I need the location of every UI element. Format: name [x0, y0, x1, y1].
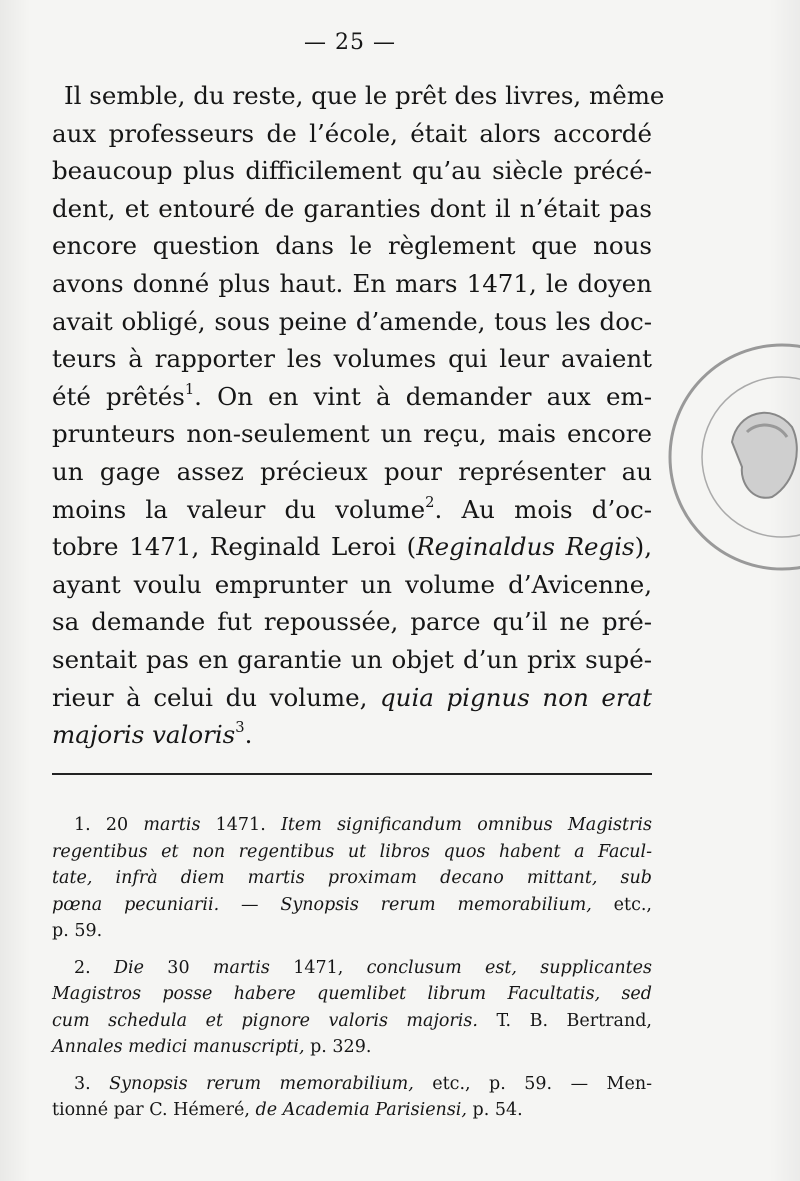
paragraph-line: teurs à rapporter les volumes qui leur avaient — [52, 344, 652, 374]
page-number: — 25 — — [304, 30, 396, 55]
paragraph-line: rieur à celui du volume, quia pignus non erat — [52, 682, 652, 712]
footnote-divider — [52, 773, 652, 775]
paragraph-line: moins la valeur du volume$^2$. Au mois d’oc- — [52, 493, 652, 524]
footnote-line: pœna pecuniarii. — Synopsis rerum memorabilium, etc., — [52, 894, 652, 915]
footnote-line: 2. Die 30 martis 1471, conclusum est, supplicantes — [74, 957, 653, 978]
paragraph-line: encore question dans le règlement que nous — [52, 231, 652, 261]
paragraph-line: dent, et entouré de garanties dont il n’était pas — [52, 193, 652, 223]
latin-name: Reginaldus Regis — [416, 532, 635, 562]
footnote-line: 1. 20 martis 1471. Item significandum omnibus Magistris — [74, 815, 652, 835]
paragraph-line: beaucoup plus difficilement qu’au siècle précé- — [52, 156, 652, 186]
footnote-3 — [52, 1071, 652, 1124]
footnote-line: p. 59. — [52, 921, 103, 941]
paragraph-line: tobre 1471, Reginald Leroi (Reginaldus Regis), — [52, 532, 652, 562]
footnote-ref[interactable]: 1 — [184, 380, 195, 398]
footnote-ref[interactable]: 3 — [235, 719, 245, 737]
paragraph-line: un gage assez précieux pour représenter au — [52, 456, 652, 486]
latin-quote: majoris valoris — [52, 720, 236, 750]
footnotes — [52, 812, 652, 1134]
footnote-line: tate, infrà diem martis proximam decano mittant, sub — [52, 868, 652, 888]
main-paragraph — [52, 77, 665, 754]
footnote-line: Annales medici manuscripti, p. 329. — [52, 1037, 372, 1057]
footnote-1 — [52, 812, 652, 945]
footnote-line: Magistros posse habere quemlibet librum Facultatis, sed — [52, 984, 652, 1004]
paragraph-line: avait obligé, sous peine d’amende, tous les doc- — [52, 306, 652, 336]
paragraph-line: avons donné plus haut. En mars 1471, le doyen — [52, 268, 652, 298]
footnote-line: tionné par C. Hémeré, de Academia Parisiensi, p. 54. — [52, 1100, 523, 1120]
latin-quote: quia pignus non erat — [379, 682, 652, 712]
footnote-line: 3. Synopsis rerum memorabilium, etc., p. 59. — Men- — [74, 1073, 653, 1094]
paragraph-line: aux professeurs de l’école, était alors accordé — [52, 118, 652, 148]
paragraph-line: majoris valoris$^3$. — [52, 719, 253, 750]
footnote-line: cum schedula et pignore valoris majoris. T. B. Bertrand, — [52, 1010, 652, 1031]
paragraph-line: Il semble, du reste, que le prêt des livres, même — [64, 81, 665, 110]
library-stamp — [662, 332, 800, 582]
paragraph-line: ayant voulu emprunter un volume d’Avicenne, — [52, 569, 652, 599]
footnote-ref[interactable]: 2 — [425, 493, 435, 511]
paragraph-line: sentait pas en garantie un objet d’un prix supé- — [52, 644, 652, 674]
paragraph-line: sa demande fut repoussée, parce qu’il ne pré- — [52, 607, 652, 637]
footnote-2 — [52, 955, 652, 1061]
paragraph-line: prunteurs non-seulement un reçu, mais encore — [52, 419, 652, 449]
footnote-line: regentibus et non regentibus ut libros quos habent a Facul- — [52, 841, 652, 862]
paragraph-line: été prêtés$^1$. On en vint à demander aux em- — [52, 380, 652, 411]
